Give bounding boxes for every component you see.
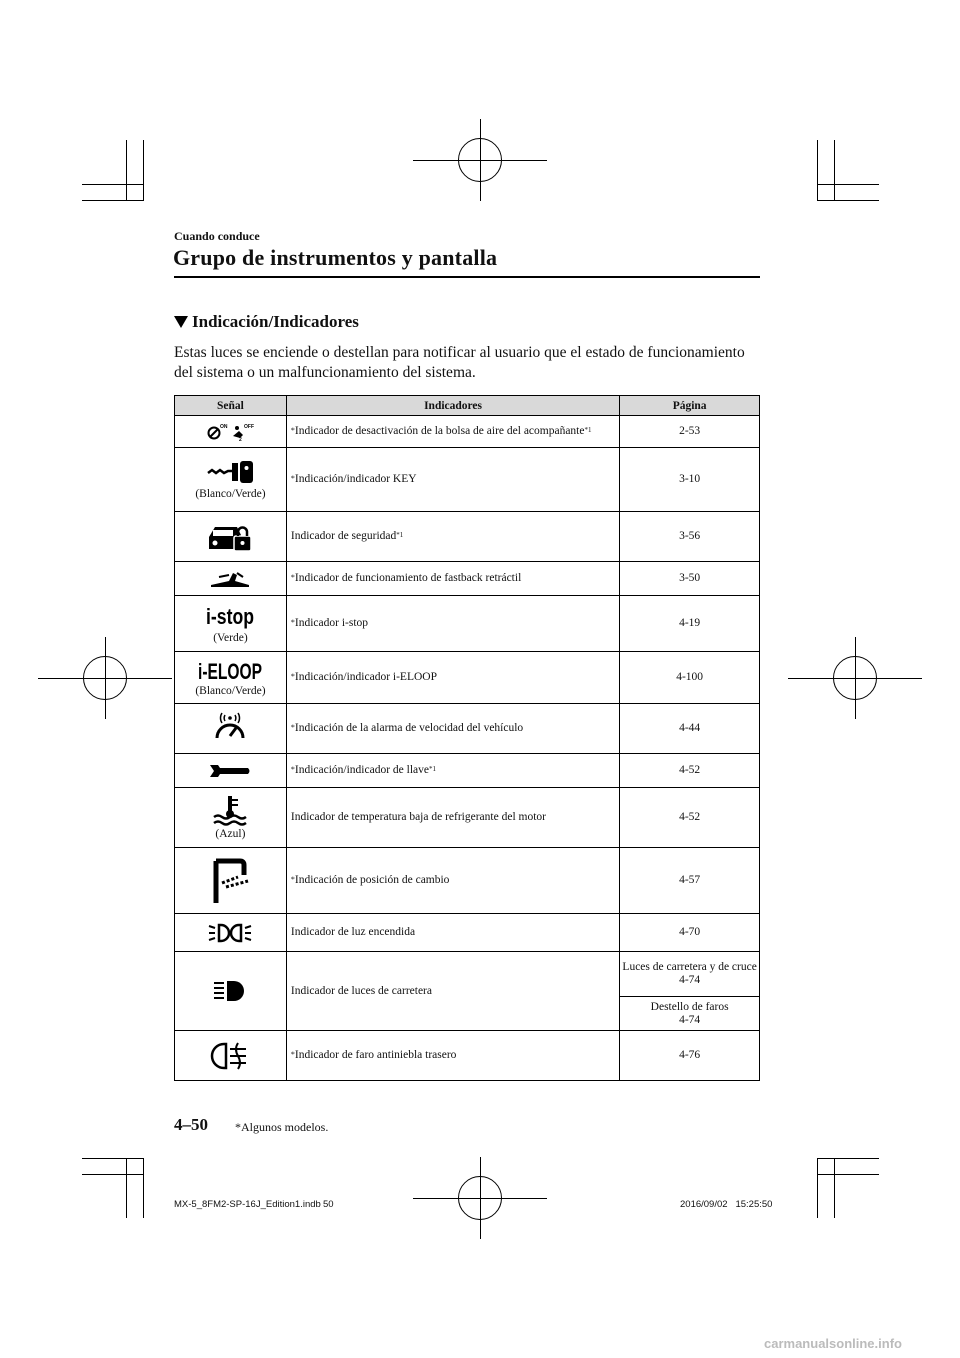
page-cell [620, 997, 760, 1031]
crop-mark [834, 140, 835, 200]
title-rule [174, 276, 760, 278]
page-title: Grupo de instrumentos y pantalla [173, 245, 498, 270]
page-cell: 4-19 [620, 596, 760, 652]
page-cell: 4-57 [620, 848, 760, 914]
indicator-cell: *Indicación de posición de cambio [286, 848, 619, 914]
page-cell: 4-52 [620, 754, 760, 788]
signal-cell [175, 596, 287, 652]
svg-text:OFF: OFF [244, 423, 255, 430]
table-row [175, 1031, 760, 1081]
rear-fog-icon [210, 1041, 250, 1071]
indicator-cell: *Indicación de la alarma de velocidad del vehículo [286, 704, 619, 754]
page-number: 4–50 [174, 1115, 208, 1134]
signal-cell [175, 754, 287, 788]
table-row [175, 848, 760, 914]
indicator-cell: *Indicación/indicador KEY [286, 448, 619, 512]
signal-cell [175, 704, 287, 754]
crop-mark [82, 1158, 144, 1159]
indicator-cell: *Indicación/indicador i-ELOOP [286, 652, 619, 704]
watermark: carmanualsonline.info [764, 1336, 902, 1351]
indicator-cell: *Indicador de desactivación de la bolsa de aire del acompañante$^{*1}$ [286, 416, 619, 448]
page-cell: 3-50 [620, 562, 760, 596]
crop-mark [143, 1158, 144, 1218]
sub-heading-text: Indicación/Indicadores [192, 312, 359, 331]
table-row [175, 754, 760, 788]
footnote: *Algunos modelos. [235, 1120, 329, 1134]
registration-mark [83, 656, 127, 700]
table-row [175, 512, 760, 562]
svg-text:i-stop: i-stop [206, 604, 255, 629]
signal-cell [175, 512, 287, 562]
header-page: Página [620, 396, 760, 416]
indicator-cell: *Indicador i-stop [286, 596, 619, 652]
indicator-table [174, 395, 760, 1081]
registration-mark [458, 138, 502, 182]
crop-mark [817, 1158, 818, 1218]
crop-mark [126, 1158, 127, 1218]
page-cell: 3-56 [620, 512, 760, 562]
key-icon [206, 459, 254, 485]
crop-mark [817, 140, 818, 200]
signal-caption: (Blanco/Verde) [195, 685, 266, 697]
crop-mark [817, 1158, 879, 1159]
svg-text:ON: ON [220, 423, 228, 430]
page-cell: 2-53 [620, 416, 760, 448]
subpage-number: 4-74 [679, 1013, 701, 1026]
indicator-cell: Indicador de temperatura baja de refrigerante del motor [286, 788, 619, 848]
page-cell: 4-100 [620, 652, 760, 704]
coolant-temp-icon [212, 795, 248, 825]
svg-text:i-ELOOP: i-ELOOP [198, 659, 263, 684]
signal-cell [175, 952, 287, 1031]
table-row [175, 416, 760, 448]
high-beam-icon [212, 979, 248, 1003]
signal-cell [175, 848, 287, 914]
signal-cell [175, 416, 287, 448]
table-row [175, 652, 760, 704]
crop-mark [817, 200, 879, 201]
crop-mark [126, 140, 127, 200]
crop-mark [143, 140, 144, 200]
signal-caption: (Verde) [213, 632, 248, 644]
table-row [175, 596, 760, 652]
header-indicators: Indicadores [286, 396, 619, 416]
airbag-off-icon [207, 422, 253, 442]
indicator-cell: Indicador de luces de carretera [286, 952, 619, 1031]
speed-alarm-icon [213, 712, 247, 746]
svg-text:2: 2 [239, 436, 243, 443]
header-signal: Señal [175, 396, 287, 416]
signal-cell [175, 562, 287, 596]
fastback-icon [207, 569, 253, 589]
signal-caption: (Blanco/Verde) [195, 488, 266, 500]
signal-cell [175, 448, 287, 512]
crop-mark [817, 184, 879, 185]
indicator-cell: *Indicador de faro antiniebla trasero [286, 1031, 619, 1081]
table-row [175, 562, 760, 596]
indicator-cell: Indicador de seguridad$^{*1}$ [286, 512, 619, 562]
section-label: Cuando conduce [174, 229, 260, 243]
crop-mark [834, 1158, 835, 1218]
table-row [175, 448, 760, 512]
indicator-cell: *Indicación/indicador de llave$^{*1}$ [286, 754, 619, 788]
indicator-cell: *Indicador de funcionamiento de fastback retráctil [286, 562, 619, 596]
subpage-number: 4-74 [679, 974, 701, 986]
table-header-row [175, 396, 760, 416]
sub-heading [174, 312, 359, 332]
signal-cell [175, 652, 287, 704]
print-file-name: MX-5_8FM2-SP-16J_Edition1.indb [174, 1199, 321, 1210]
subpage-label: Destello de faros [650, 1000, 729, 1013]
print-timestamp: 2016/09/02 15:25:50 [680, 1199, 773, 1210]
shift-position-icon [208, 857, 252, 905]
security-icon [207, 521, 253, 553]
table-row [175, 788, 760, 848]
table-row [175, 952, 760, 997]
lights-on-icon [207, 922, 253, 944]
print-file-page: 50 [323, 1199, 334, 1210]
page-cell: 3-10 [620, 448, 760, 512]
crop-mark [82, 1174, 144, 1175]
signal-caption: (Azul) [215, 828, 246, 840]
wrench-icon [208, 762, 252, 780]
page-cell: 4-76 [620, 1031, 760, 1081]
page-cell: 4-70 [620, 914, 760, 952]
crop-mark [82, 184, 144, 185]
table-row [175, 704, 760, 754]
i-stop-icon [205, 603, 255, 629]
triangle-down-icon [174, 316, 188, 328]
page-cell: 4-44 [620, 704, 760, 754]
registration-mark [833, 656, 877, 700]
subpage-label: Luces de carretera y de cruce [622, 961, 757, 973]
page-cell [620, 952, 760, 997]
table-row [175, 914, 760, 952]
signal-cell [175, 914, 287, 952]
intro-paragraph: Estas luces se enciende o destellan para notificar al usuario que el estado de funcionamiento del sistema o un malfuncionamiento del sistema. [174, 344, 745, 381]
registration-mark [458, 1176, 502, 1220]
i-eloop-icon [197, 658, 263, 682]
crop-mark [817, 1174, 879, 1175]
page-cell: 4-52 [620, 788, 760, 848]
signal-cell [175, 1031, 287, 1081]
signal-cell [175, 788, 287, 848]
indicator-cell: Indicador de luz encendida [286, 914, 619, 952]
crop-mark [82, 200, 144, 201]
